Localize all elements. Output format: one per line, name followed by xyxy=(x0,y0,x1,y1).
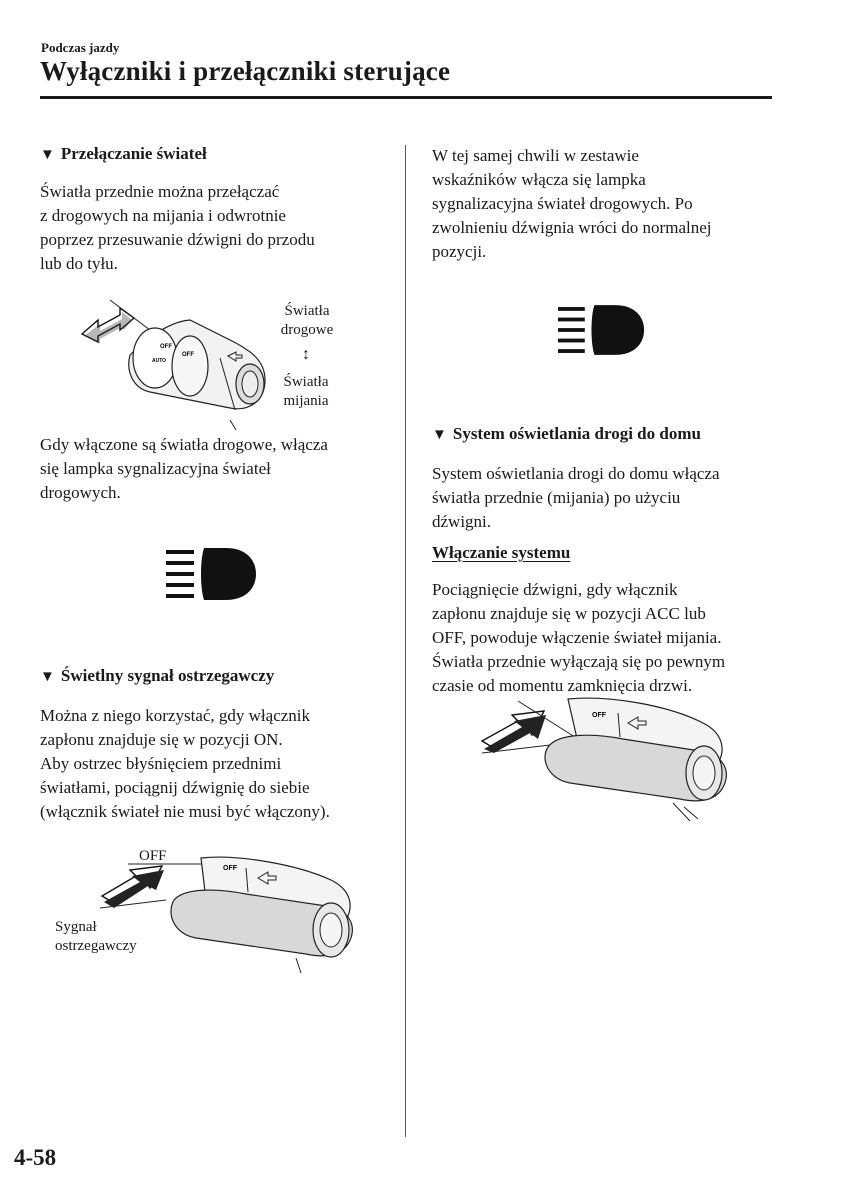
text-line: (włącznik świateł nie musi być włączony). xyxy=(40,802,330,821)
text-line: światła przednie (mijania) po użyciu xyxy=(432,488,681,507)
knob-label-off-2: OFF xyxy=(182,352,194,358)
text-line: światłami, pociągnij dźwignię do siebie xyxy=(40,778,310,797)
text-line: zapłonu znajduje się w pozycji ACC lub xyxy=(432,604,706,623)
heading-light-switching xyxy=(40,144,207,164)
knob-label-off-1: OFF xyxy=(160,344,172,350)
label-line: ostrzegawczy xyxy=(55,938,137,954)
text-line: Można z niego korzystać, gdy włącznik xyxy=(40,706,311,725)
paragraph-high-beam-indicator xyxy=(40,433,328,505)
heading-text: System oświetlania drogi do domu xyxy=(452,424,701,443)
label-high-beam xyxy=(272,302,342,340)
triangle-bullet-icon: ▼ xyxy=(432,427,447,443)
text-line: Światła przednie można przełączać xyxy=(40,182,280,201)
text-line: z drogowych na mijania i odwrotnie xyxy=(40,206,286,225)
text-line: System oświetlania drogi do domu włącza xyxy=(432,464,720,483)
label-low-beam xyxy=(270,373,342,411)
text-line: OFF, powoduje włączenie świateł mijania. xyxy=(432,628,722,647)
text-line: pozycji. xyxy=(432,242,487,261)
up-down-arrow-icon: ↕ xyxy=(302,346,310,363)
lever-figure-flash xyxy=(96,848,366,978)
triangle-bullet-icon: ▼ xyxy=(40,669,55,685)
label-line: mijania xyxy=(283,393,329,409)
high-beam-indicator-icon xyxy=(166,548,258,600)
text-line: czasie od momentu zamknięcia drzwi. xyxy=(432,676,693,695)
text-line: Pociągnięcie dźwigni, gdy włącznik xyxy=(432,580,678,599)
text-line: się lampka sygnalizacyjna świateł xyxy=(40,459,271,478)
subheading-enable-system: Włączanie systemu xyxy=(432,543,571,562)
text-line: sygnalizacyjna świateł drogowych. Po xyxy=(432,194,693,213)
text-line: drogowych. xyxy=(40,483,121,502)
text-line: Gdy włączone są światła drogowe, włącza xyxy=(40,435,328,454)
high-beam-indicator-icon xyxy=(558,304,646,356)
lever-figure-beam-switch xyxy=(70,300,280,430)
triangle-bullet-icon: ▼ xyxy=(40,147,55,163)
label-off: OFF xyxy=(139,848,167,864)
label-line: Światła xyxy=(283,374,329,390)
label-line: Sygnał xyxy=(55,919,97,935)
text-line: Światła przednie wyłączają się po pewnym xyxy=(432,652,726,671)
paragraph-light-switching xyxy=(40,180,315,276)
heading-text: Przełączanie świateł xyxy=(60,144,207,163)
heading-coming-home xyxy=(432,424,701,444)
paragraph-enable-system xyxy=(432,578,725,698)
knob-label-off: OFF xyxy=(223,865,237,872)
paragraph-indicator-return xyxy=(432,144,711,264)
label-line: Światła xyxy=(284,303,330,319)
label-flash-signal xyxy=(55,918,167,956)
text-line: poprzez przesuwanie dźwigni do przodu xyxy=(40,230,315,249)
title-rule xyxy=(40,96,772,99)
lever-figure-coming-home xyxy=(478,695,740,825)
paragraph-flash-to-pass xyxy=(40,704,330,824)
knob-label-off: OFF xyxy=(592,712,606,719)
knob-label-auto: AUTO xyxy=(152,358,167,364)
section-label: Podczas jazdy xyxy=(41,40,120,55)
text-line: W tej samej chwili w zestawie xyxy=(432,146,639,165)
text-line: wskaźników włącza się lampka xyxy=(432,170,646,189)
page-title: Wyłączniki i przełączniki sterujące xyxy=(40,56,451,86)
text-line: lub do tyłu. xyxy=(40,254,118,273)
text-line: dźwigni. xyxy=(432,512,492,531)
label-line: drogowe xyxy=(280,322,334,338)
column-divider xyxy=(405,145,406,1137)
text-line: zapłonu znajduje się w pozycji ON. xyxy=(40,730,283,749)
paragraph-coming-home xyxy=(432,462,720,534)
heading-flash-to-pass xyxy=(40,666,274,686)
double-arrow-icon xyxy=(82,308,134,344)
text-line: Aby ostrzec błyśnięciem przednimi xyxy=(40,754,282,773)
heading-text: Świetlny sygnał ostrzegawczy xyxy=(60,666,275,685)
text-line: zwolnieniu dźwignia wróci do normalnej xyxy=(432,218,712,237)
page-number: 4-58 xyxy=(14,1145,57,1170)
